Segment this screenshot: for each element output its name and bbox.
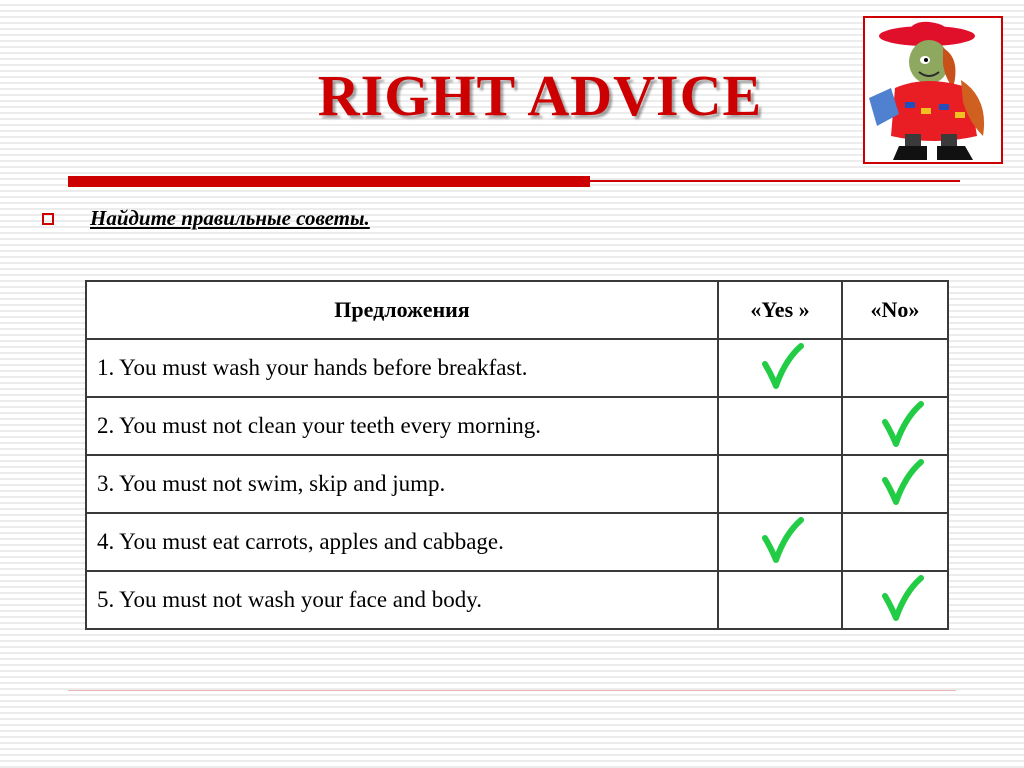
green-checkmark-icon (759, 516, 805, 566)
yes-cell[interactable] (718, 455, 842, 513)
no-cell[interactable] (842, 339, 948, 397)
instruction-text: Найдите правильные советы. (90, 206, 370, 230)
instruction-bullet (42, 206, 370, 231)
sentence-cell: 5. You must not wash your face and body. (86, 571, 718, 629)
no-cell[interactable] (842, 571, 948, 629)
table-header-row (86, 281, 948, 339)
table-row (86, 571, 948, 629)
yes-cell[interactable] (718, 397, 842, 455)
header-no: «No» (842, 281, 948, 339)
table-row (86, 339, 948, 397)
no-cell[interactable] (842, 455, 948, 513)
sentence-cell: 4. You must eat carrots, apples and cabbage. (86, 513, 718, 571)
no-cell[interactable] (842, 397, 948, 455)
cartoon-character-illustration (865, 18, 1001, 162)
no-cell[interactable] (842, 513, 948, 571)
yes-cell[interactable] (718, 339, 842, 397)
title-divider-thin (590, 180, 960, 182)
slide-title: RIGHT ADVICE (317, 63, 763, 128)
table-row (86, 397, 948, 455)
sentence-cell: 2. You must not clean your teeth every morning. (86, 397, 718, 455)
header-sentences: Предложения (86, 281, 718, 339)
table-row (86, 513, 948, 571)
title-divider-thick (68, 176, 590, 187)
yes-cell[interactable] (718, 571, 842, 629)
table-row (86, 455, 948, 513)
green-checkmark-icon (759, 342, 805, 392)
yes-cell[interactable] (718, 513, 842, 571)
cartoon-character-picture (863, 16, 1003, 164)
green-checkmark-icon (879, 458, 925, 508)
advice-table (85, 280, 949, 630)
hollow-square-bullet-icon (42, 213, 54, 225)
green-checkmark-icon (879, 574, 925, 624)
sentence-cell: 3. You must not swim, skip and jump. (86, 455, 718, 513)
footer-divider (68, 690, 956, 691)
sentence-cell: 1. You must wash your hands before breakfast. (86, 339, 718, 397)
green-checkmark-icon (879, 400, 925, 450)
header-yes: «Yes » (718, 281, 842, 339)
